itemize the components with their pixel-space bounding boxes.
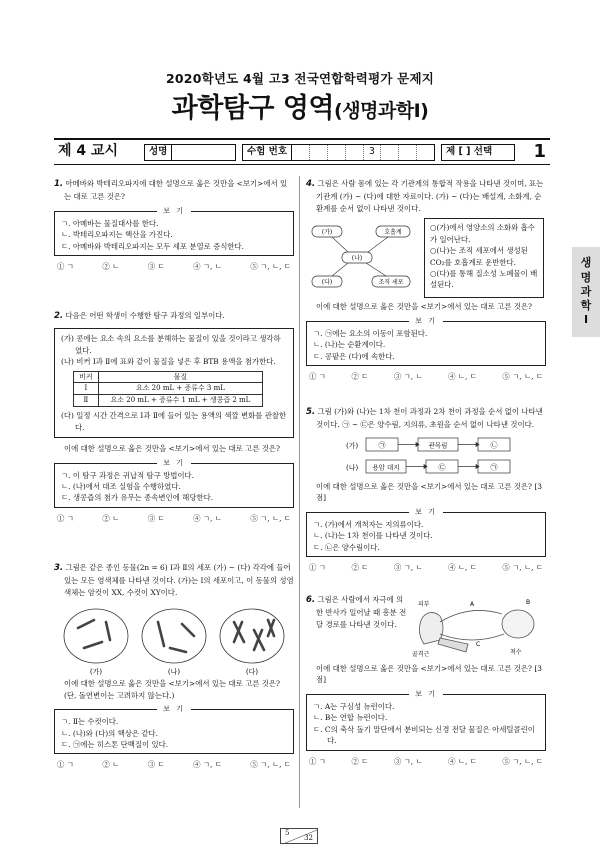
bogi-item: ㄴ. (나)는 1차 천이를 나타낸 것이다. <box>313 531 433 541</box>
bogi-box <box>54 705 294 754</box>
answer-options <box>54 261 294 272</box>
bogi-label: 보 기 <box>409 508 443 516</box>
exam-number-digit <box>399 145 417 160</box>
side-tab-char: 명 <box>580 270 592 284</box>
question-2 <box>54 310 294 524</box>
answer-option[interactable]: ② ㄴ <box>102 760 120 770</box>
experiment-box <box>54 328 294 438</box>
bogi-item: ㄷ. ㉡은 양수림이다. <box>313 542 380 552</box>
question-1 <box>54 178 294 273</box>
bogi-item: ㄴ. (나)에서 대조 실험을 수행하였다. <box>61 481 181 491</box>
question-4 <box>306 178 546 382</box>
bogi-label: 보 기 <box>157 207 191 215</box>
page-number: 1 <box>533 141 546 163</box>
question-number: 5. <box>306 407 316 417</box>
bogi-box <box>306 316 546 366</box>
answer-option[interactable]: ① ㄱ <box>57 262 74 272</box>
side-tab-char: 학 <box>580 299 592 313</box>
stage-label: ㉢ <box>438 463 446 472</box>
exam-subtitle: 2020학년도 4월 고3 전국연합학력평가 문제지 <box>166 71 434 86</box>
diagram-label: (다) <box>321 279 333 287</box>
bogi-item: ㄱ. 이 탐구 과정은 귀납적 탐구 방법이다. <box>61 470 195 480</box>
answer-option[interactable]: ④ ㄴ, ㄷ <box>448 562 477 572</box>
figure-label: C <box>476 641 481 648</box>
answer-options <box>306 371 546 382</box>
question-prompt: 이에 대한 설명으로 옳은 것만을 <보기>에서 있는 대로 고른 것은? [3점] <box>316 664 542 685</box>
bogi-item: ㄱ. A는 구심성 뉴런이다. <box>313 701 395 711</box>
bogi-item: ㄷ. 아메바와 박테리오파지는 모두 세포 분열로 증식한다. <box>61 241 245 251</box>
exam-number-box[interactable] <box>242 144 435 161</box>
answer-option[interactable]: ③ ㄷ <box>147 513 165 523</box>
footer-page-indicator <box>280 828 318 844</box>
bogi-item: ㄱ. Ⅱ는 수컷이다. <box>61 717 119 727</box>
bogi-item: ㄱ. ㉠에는 요소의 이동이 포함된다. <box>313 328 428 338</box>
reflex-arc-figure <box>410 594 544 660</box>
answer-option[interactable]: ④ ㄴ, ㄷ <box>448 371 477 381</box>
bogi-item: ㄷ. ㉠에는 히스톤 단백질이 있다. <box>61 739 169 749</box>
column-divider <box>299 176 300 808</box>
diagram-label: 호흡계 <box>384 229 402 237</box>
experiment-step: (다) 일정 시간 간격으로 Ⅰ과 Ⅱ에 들어 있는 용액의 색깔 변화를 관찰한다. <box>61 411 287 432</box>
answer-option[interactable]: ② ㄴ <box>102 262 120 272</box>
bogi-label: 보 기 <box>409 317 443 325</box>
question-number: 6. <box>306 595 316 605</box>
question-number: 4. <box>306 179 316 189</box>
bogi-label: 보 기 <box>157 705 191 713</box>
answer-option[interactable]: ③ ㄱ, ㄴ <box>393 562 423 572</box>
answer-option[interactable]: ⑤ ㄱ, ㄴ, ㄷ <box>502 756 543 766</box>
question-text: 아메바와 박테리오파지에 대한 설명으로 옳은 것만을 <보기>에서 있는 대로 고른 것은? <box>64 179 288 202</box>
figure-label: (가) <box>89 668 103 677</box>
stage-label: ㉠ <box>490 463 498 472</box>
question-5 <box>306 406 546 573</box>
bogi-item: ㄱ. 아메바는 물질대사를 한다. <box>61 218 159 228</box>
question-prompt: 이에 대한 설명으로 옳은 것만을 <보기>에서 있는 대로 고른 것은? <box>64 444 280 454</box>
bogi-item: ㄴ. (나)와 (다)의 핵상은 같다. <box>61 728 159 738</box>
row-label: (나) <box>346 463 359 472</box>
exam-number-digit <box>346 145 364 160</box>
answer-option[interactable]: ⑤ ㄱ, ㄴ, ㄷ <box>250 760 291 770</box>
stage-label: 관목림 <box>428 441 448 450</box>
figure-label: 골격근 <box>412 651 430 658</box>
answer-options <box>54 759 294 770</box>
question-text: 그림은 같은 종인 동물(2n = 6) Ⅰ과 Ⅱ의 세포 (가) ~ (다) 각각에 들어 있는 모든 염색체를 나타낸 것이다. (가)는 Ⅰ의 세포이고, 이 동물의 성염색체는 암컷이 XX, 수컷이 XY이다. <box>64 563 294 597</box>
subject-side-tab <box>572 247 600 337</box>
experiment-step: (나) 비커 Ⅰ과 Ⅱ에 표와 같이 물질을 넣은 후 BTB 용액을 첨가한다. <box>61 357 276 367</box>
question-number: 2. <box>54 311 64 321</box>
info-line: ○(다)를 통해 질소성 노폐물이 배설된다. <box>430 268 538 290</box>
beaker-table <box>73 371 263 408</box>
organ-info-box <box>424 218 544 298</box>
answer-option[interactable]: ① ㄱ <box>309 371 326 381</box>
side-tab-char: Ⅰ <box>583 313 589 327</box>
answer-option[interactable]: ② ㄷ <box>351 562 369 572</box>
answer-options <box>306 756 546 767</box>
exam-number-digit: 3 <box>364 145 382 160</box>
exam-title <box>0 88 600 130</box>
info-bar <box>54 138 550 165</box>
answer-option[interactable]: ④ ㄴ, ㄷ <box>448 756 477 766</box>
question-text: 그림 (가)와 (나)는 1차 천이 과정과 2차 천이 과정을 순서 없이 나타낸 것이다. ㉠ ~ ㉢은 양수림, 지의류, 초원을 순서 없이 나타낸 것이다. <box>316 407 543 430</box>
name-label: 성명 <box>145 145 172 160</box>
footer-page: 5 <box>285 829 290 837</box>
answer-option[interactable]: ③ ㄷ <box>147 760 165 770</box>
question-prompt: 이에 대한 설명으로 옳은 것만을 <보기>에서 있는 대로 고른 것은? [3점] <box>316 481 542 503</box>
organ-system-diagram <box>306 218 416 298</box>
table-row <box>74 383 263 395</box>
answer-option[interactable]: ⑤ ㄱ, ㄴ, ㄷ <box>502 562 543 572</box>
answer-option[interactable]: ⑤ ㄱ, ㄴ, ㄷ <box>250 262 291 272</box>
stage-label: ㉡ <box>490 441 498 450</box>
answer-option[interactable]: ③ ㄱ, ㄴ <box>393 756 423 766</box>
answer-option[interactable]: ① ㄱ <box>57 513 74 523</box>
bogi-label: 보 기 <box>157 459 191 467</box>
exam-number-digit <box>381 145 399 160</box>
side-tab-char: 과 <box>580 284 592 298</box>
bogi-box <box>306 689 546 751</box>
question-prompt: 이에 대한 설명으로 옳은 것만을 <보기>에서 있는 대로 고른 것은? <box>316 302 532 312</box>
stage-label: 용암 대지 <box>372 463 400 472</box>
table-cell: Ⅰ <box>74 383 99 395</box>
answer-option[interactable]: ③ ㄱ, ㄴ <box>393 371 423 381</box>
bogi-label: 보 기 <box>409 690 443 698</box>
diagram-label: 조직 세포 <box>378 279 404 287</box>
bogi-item: ㄴ. 박테리오파지는 핵산을 가진다. <box>61 230 173 240</box>
question-6 <box>306 594 546 767</box>
table-header: 물질 <box>98 371 262 383</box>
answer-options <box>306 562 546 573</box>
chromosome-figure <box>54 600 294 678</box>
exam-title-sub: (생명과학Ⅰ) <box>334 100 429 122</box>
bogi-item: ㄷ. 콩팥은 (다)에 속한다. <box>313 351 395 361</box>
figure-label: 피부 <box>418 601 430 608</box>
name-box[interactable] <box>144 144 236 161</box>
bogi-item: ㄷ. C의 축삭 돌기 말단에서 분비되는 신경 전달 물질은 아세틸콜린이다. <box>313 724 535 746</box>
answer-options <box>54 513 294 524</box>
table-header: 비커 <box>74 371 99 383</box>
answer-option[interactable]: ① ㄱ <box>309 756 326 766</box>
answer-option[interactable]: ⑤ ㄱ, ㄴ, ㄷ <box>250 513 291 523</box>
experiment-step: (가) 콩에는 요소 속의 요소를 분해하는 물질이 있을 것이라고 생각하였다. <box>61 334 281 355</box>
footer-total: 32 <box>304 834 313 843</box>
row-label: (가) <box>346 441 359 450</box>
table-cell: Ⅱ <box>74 395 99 407</box>
answer-option[interactable]: ⑤ ㄱ, ㄴ, ㄷ <box>502 371 543 381</box>
question-3 <box>54 562 294 771</box>
bogi-item: ㄱ. (가)에서 개척자는 지의류이다. <box>313 519 424 529</box>
question-text: 그림은 사람에서 자극에 의한 반사가 일어날 때 흥분 전달 경로를 나타낸 것이다. <box>316 595 407 629</box>
exam-number-digit <box>310 145 328 160</box>
exam-number-label: 수험 번호 <box>243 145 292 160</box>
figure-label: A <box>470 601 475 608</box>
stage-label: ㉠ <box>378 441 386 450</box>
table-cell: 요소 20 mL + 증류수 1 mL + 생콩즙 2 mL <box>98 395 262 407</box>
exam-title-main: 과학탐구 영역 <box>171 93 335 124</box>
answer-option[interactable]: ④ ㄱ, ㄷ <box>193 760 222 770</box>
figure-label: 척수 <box>510 649 522 656</box>
succession-diagram <box>306 434 546 478</box>
table-row <box>74 395 263 407</box>
exam-number-digit <box>292 145 310 160</box>
exam-number-digit <box>417 145 434 160</box>
choice-box: 제 [ ] 선택 <box>441 144 515 161</box>
bogi-box <box>54 206 294 256</box>
bogi-item: ㄷ. 생콩즙의 첨가 유무는 종속변인에 해당한다. <box>61 493 214 503</box>
diagram-label: (나) <box>351 255 363 263</box>
table-cell: 요소 20 mL + 증류수 3 mL <box>98 383 262 395</box>
info-line: ○(가)에서 영양소의 소화와 흡수가 일어난다. <box>430 223 535 244</box>
answer-option[interactable]: ④ ㄱ, ㄴ <box>193 513 222 523</box>
bogi-item: ㄴ. B는 연합 뉴런이다. <box>313 713 388 723</box>
bogi-item: ㄴ. (나)는 순환계이다. <box>313 340 386 350</box>
question-prompt: 이에 대한 설명으로 옳은 것만을 <보기>에서 있는 대로 고른 것은? (단, 돌연변이는 고려하지 않는다.) <box>64 679 280 700</box>
answer-option[interactable]: ① ㄱ <box>309 562 326 572</box>
figure-label: (다) <box>245 668 259 677</box>
question-number: 1. <box>54 179 64 189</box>
period-label: 제 4 교시 <box>58 143 119 160</box>
side-tab-char: 생 <box>580 256 592 270</box>
info-line: ○(나)는 조직 세포에서 생성된 CO₂를 호흡계로 운반한다. <box>430 246 528 267</box>
bogi-box <box>306 507 546 557</box>
bogi-box <box>54 458 294 508</box>
question-text: 그림은 사람 몸에 있는 각 기관계의 통합적 작용을 나타낸 것이며, 표는 기관계 (가) ~ (다)에 대한 자료이다. (가) ~ (다)는 배설계, 소화계, 순환계를 순서 없이 나타낸 것이다. <box>316 179 544 213</box>
figure-label: B <box>526 599 531 606</box>
answer-option[interactable]: ② ㄴ <box>102 513 120 523</box>
figure-label: (나) <box>167 668 181 677</box>
exam-number-digit <box>328 145 346 160</box>
answer-option[interactable]: ① ㄱ <box>57 760 74 770</box>
answer-option[interactable]: ② ㄷ <box>351 371 369 381</box>
answer-option[interactable]: ② ㄷ <box>351 756 369 766</box>
question-number: 3. <box>54 563 64 573</box>
answer-option[interactable]: ③ ㄷ <box>147 262 165 272</box>
question-text: 다음은 어떤 학생이 수행한 탐구 과정의 일부이다. <box>65 311 225 320</box>
diagram-label: (가) <box>321 229 333 237</box>
answer-option[interactable]: ④ ㄱ, ㄴ <box>193 262 222 272</box>
